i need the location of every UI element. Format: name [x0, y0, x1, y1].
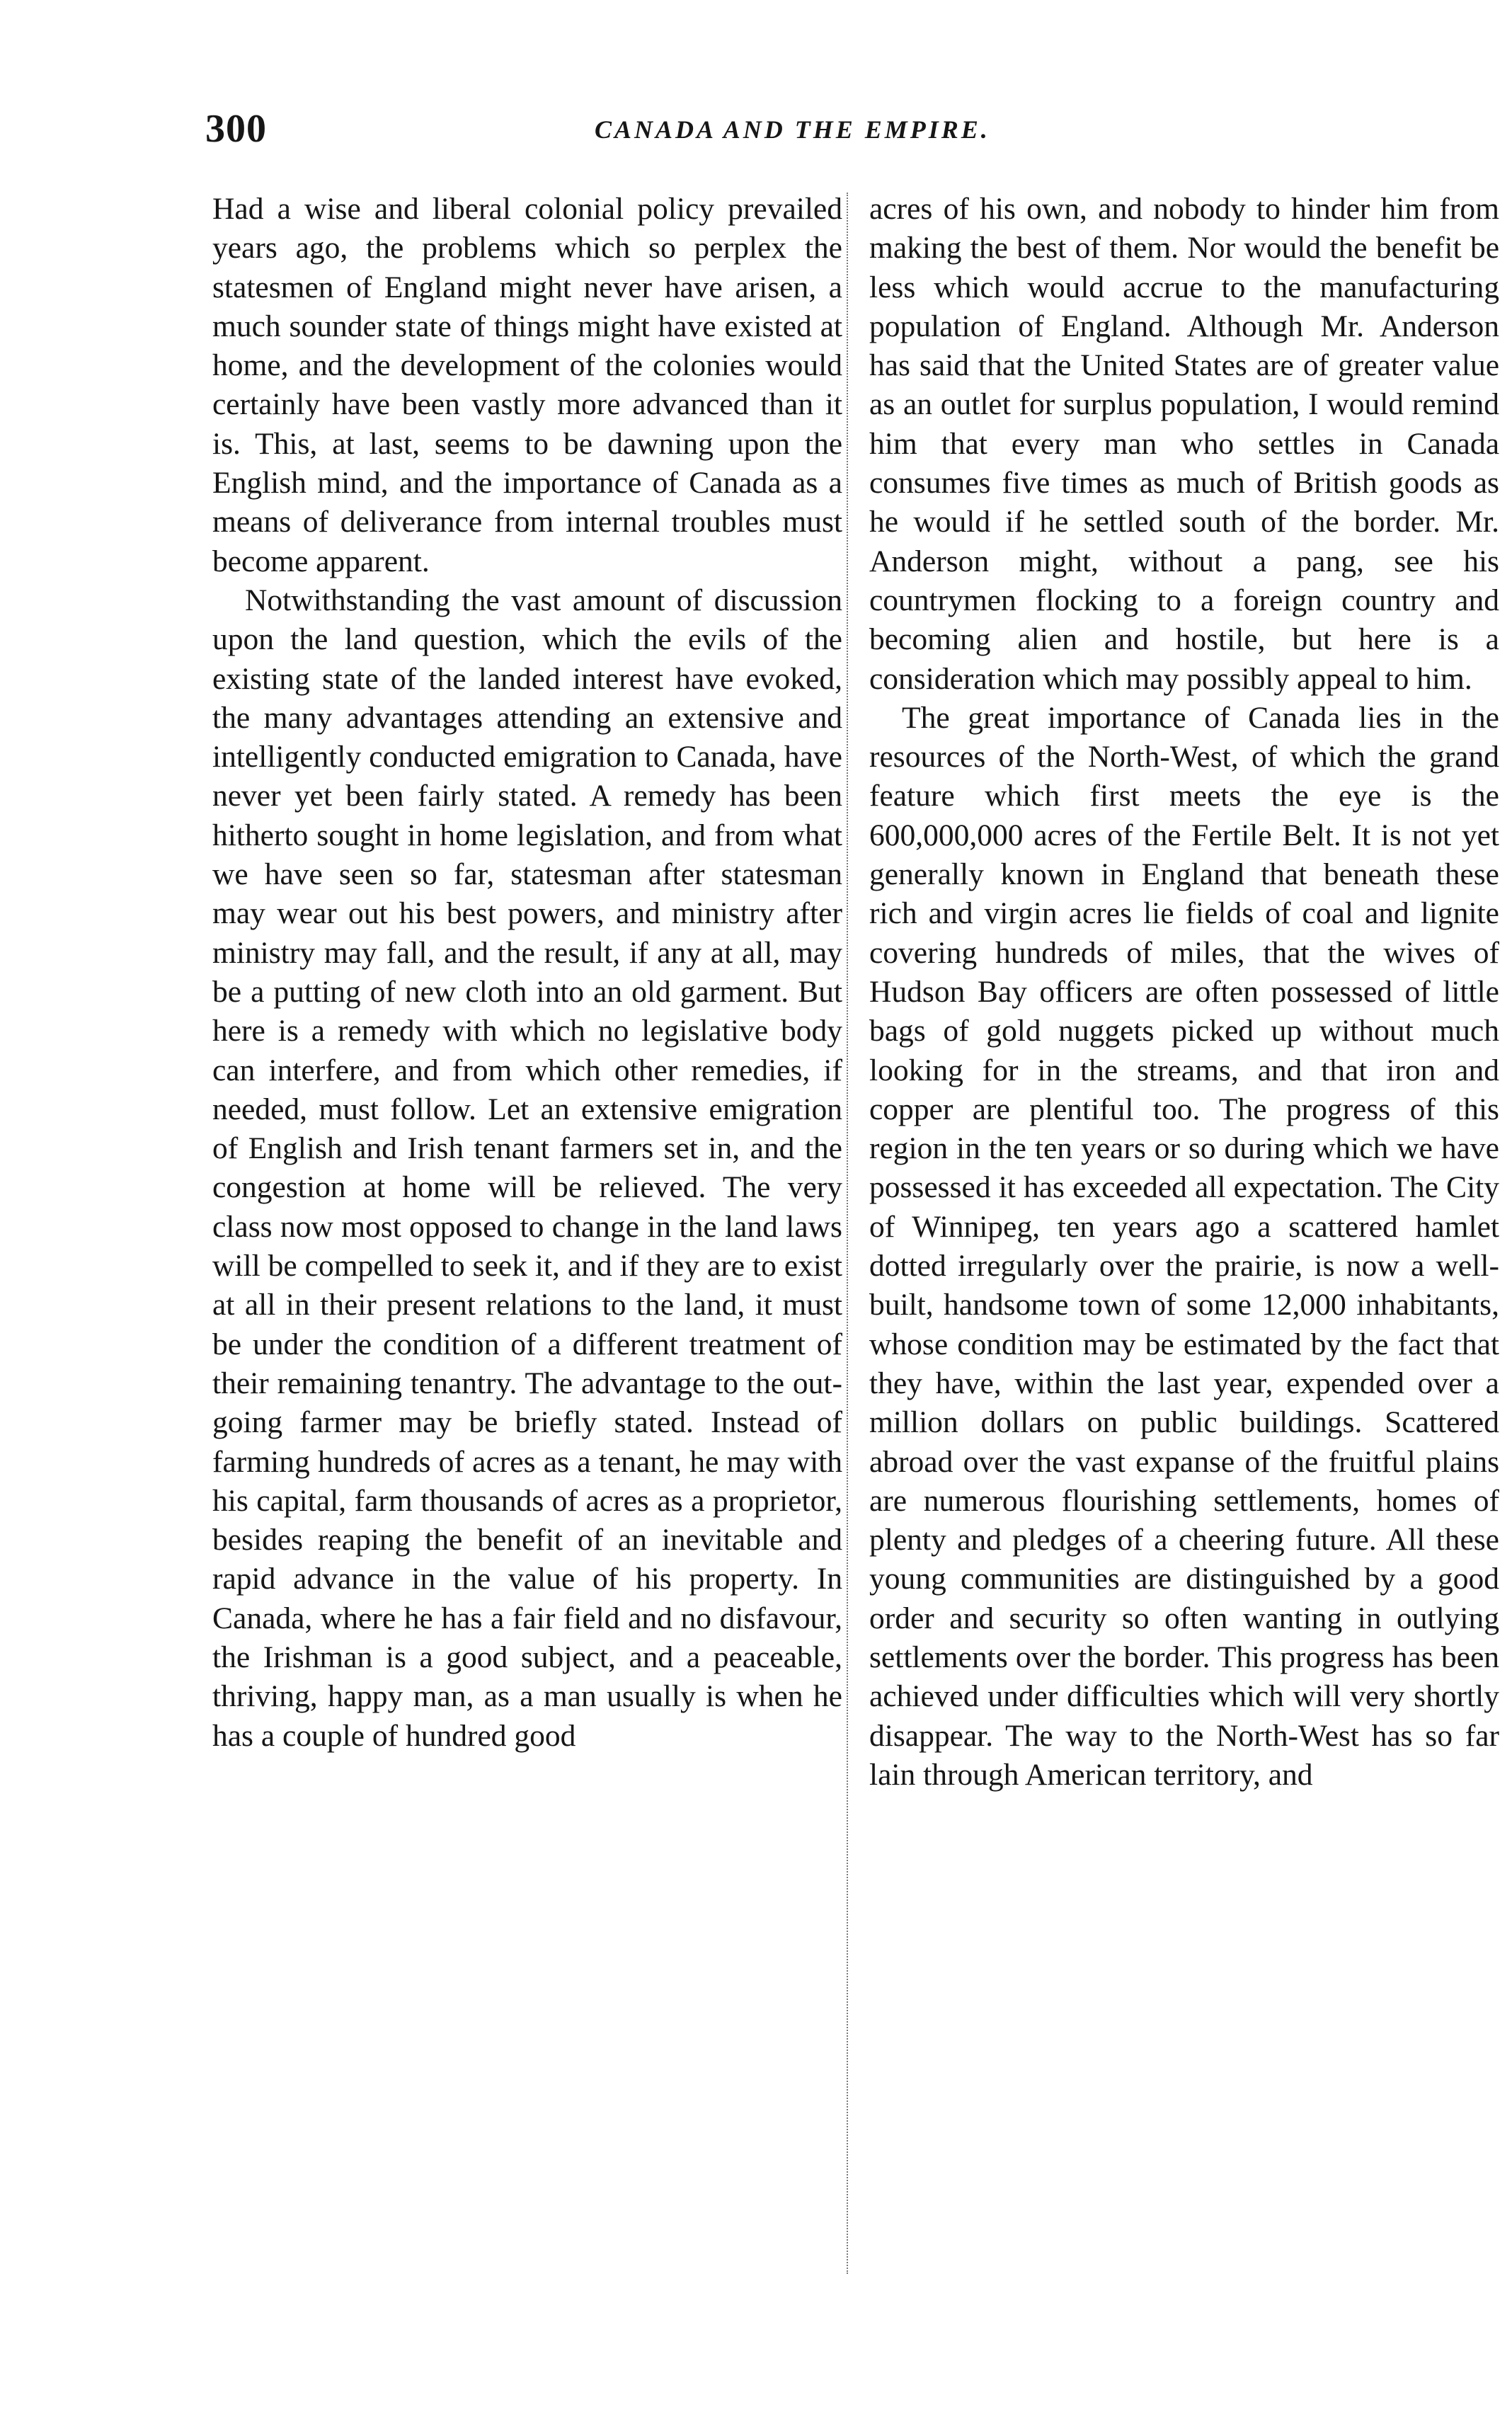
paragraph: acres of his own, and nobody to hinder him from making the best of them. Nor would the benefit be less which would accrue to the manufacturing population of England. Although Mr. Anderson has said that the United States are of greater value as an outlet for surplus population, I would remind him that every man who settles in Canada consumes five times as much of British goods as he would if he settled south of the border. Mr. Anderson might, without a pang, see his countrymen flocking to a foreign country and becoming alien and hostile, but here is a consideration which may possibly appeal to him. [869, 192, 1499, 696]
left-column [212, 190, 842, 1756]
right-column [869, 190, 1499, 1795]
paragraph: The great importance of Canada lies in the resources of the North-West, of which the grand feature which first meets the eye is the 600,000,000 acres of the Fertile Belt. It is not yet generally known in England that beneath these rich and virgin acres lie fields of coal and lignite covering hundreds of miles, that the wives of Hudson Bay officers are often possessed of little bags of gold nuggets picked up without much looking for in the streams, and that iron and copper are plentiful too. The progress of this region in the ten years or so during which we have possessed it has exceeded all expectation. The City of Winnipeg, ten years ago a scattered hamlet dotted irregularly over the prairie, is now a well-built, handsome town of some 12,000 inhabitants, whose condition may be estimated by the fact that they have, within the last year, expended over a million dollars on public buildings. Scattered abroad over the vast expanse of the fruitful plains are numerous flourishing settlements, homes of plenty and pledges of a cheering future. All these young communities are distinguished by a good order and security so often wanting in outlying settlements over the border. This progress has been achieved under difficulties which will very shortly disappear. The way to the North-West has so far lain through American territory, and [869, 700, 1499, 1792]
page-number: 300 [205, 107, 267, 151]
column-divider [847, 193, 848, 2274]
page-header [198, 106, 1501, 163]
paragraph: Notwithstanding the vast amount of discussion upon the land question, which the evils of the existing state of the landed interest have evoked, the many advantages attending an extensive and intelligently conducted emigration to Canada, have never yet been fairly stated. A remedy has been hitherto sought in home legislation, and from what we have seen so far, statesman after statesman may wear out his best powers, and ministry after ministry may fall, and the result, if any at all, may be a putting of new cloth into an old garment. But here is a remedy with which no legislative body can interfere, and from which other remedies, if needed, must follow. Let an extensive emigration of English and Irish tenant farmers set in, and the congestion at home will be relieved. The very class now most opposed to change in the land laws will be compelled to seek it, and if they are to exist at all in their present relations to the land, it must be under the condition of a different treatment of their remaining tenantry. The advantage to the out-going farmer may be briefly stated. Instead of farming hundreds of acres as a tenant, he may with his capital, farm thousands of acres as a proprietor, besides reaping the benefit of an inevitable and rapid advance in the value of his property. In Canada, where he has a fair field and no disfavour, the Irishman is a good subject, and a peaceable, thriving, happy man, as a man usually is when he has a couple of hundred good [212, 583, 842, 1753]
paragraph: Had a wise and liberal colonial policy prevailed years ago, the problems which so perplex the statesmen of England might never have arisen, a much sounder state of things might have existed at home, and the development of the colonies would certainly have been vastly more advanced than it is. This, at last, seems to be dawning upon the English mind, and the importance of Canada as a means of deliverance from internal troubles must become apparent. [212, 192, 842, 578]
running-head: CANADA AND THE EMPIRE. [595, 115, 990, 144]
